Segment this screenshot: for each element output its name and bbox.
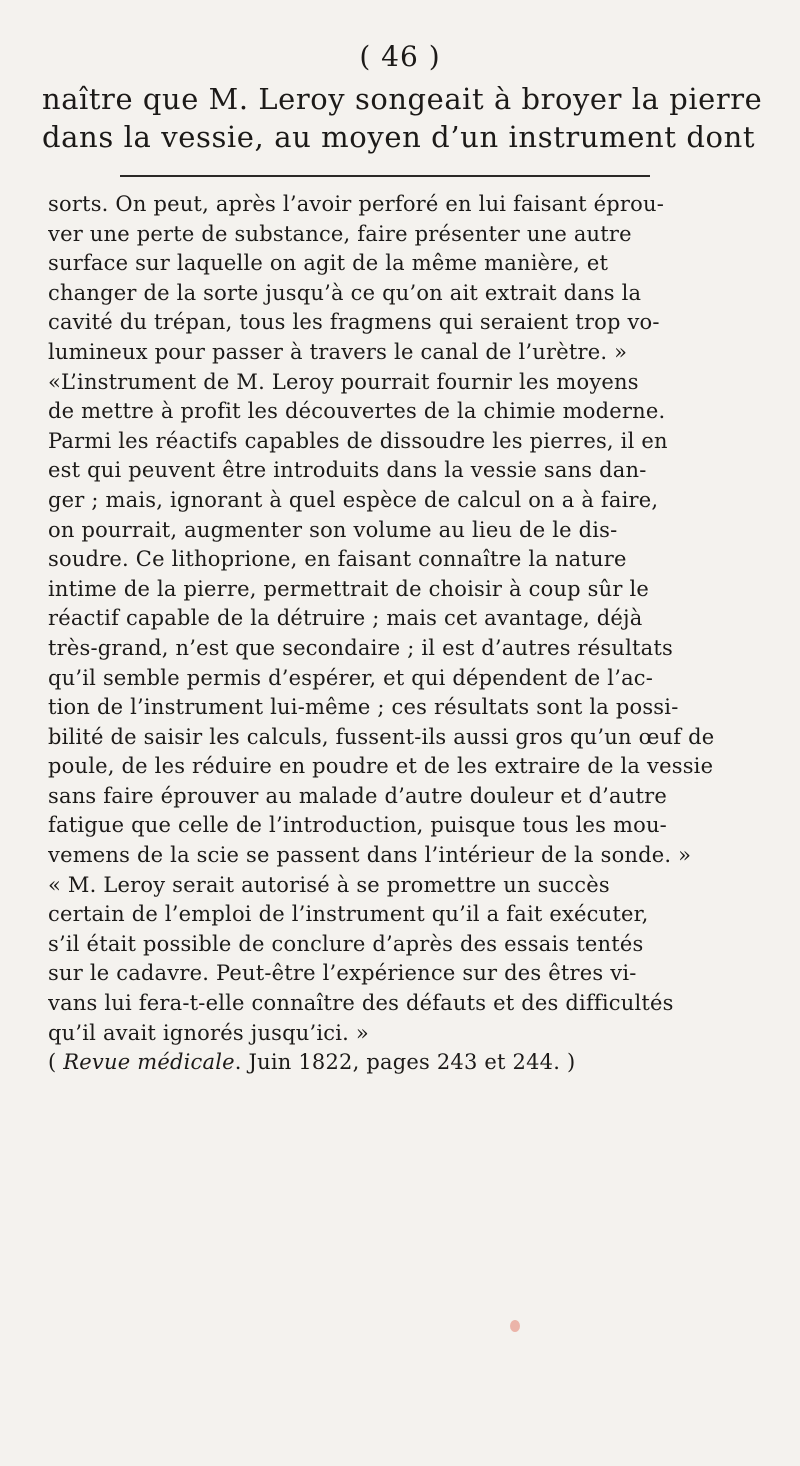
text-line: est qui peuvent être introduits dans la vessie sans dan- xyxy=(48,458,647,483)
text-line: qu’il avait ignorés jusqu’ici. » xyxy=(48,1020,369,1045)
text-line: poule, de les réduire en poudre et de les extraire de la vessie xyxy=(48,754,714,779)
quoted-text-block xyxy=(48,190,766,1078)
page-number: ( 46 ) xyxy=(359,40,441,73)
text-line: cavité du trépan, tous les fragmens qui seraient trop vo- xyxy=(48,310,660,335)
text-line: soudre. Ce lithoprione, en faisant connaître la nature xyxy=(48,547,627,572)
text-line: Parmi les réactifs capables de dissoudre les pierres, il en xyxy=(48,428,668,453)
text-line: fatigue que celle de l’introduction, puisque tous les mou- xyxy=(48,813,667,838)
text-line: ver une perte de substance, faire présenter une autre xyxy=(48,221,632,246)
text-line: bilité de saisir les calculs, fussent-ils aussi gros qu’un œuf de xyxy=(48,724,715,749)
text-line: ger ; mais, ignorant à quel espèce de calcul on a à faire, xyxy=(48,487,659,512)
text-line: naître que M. Leroy songeait à broyer la pierre xyxy=(42,82,763,116)
text-line: vans lui fera-t-elle connaître des défauts et des difficultés xyxy=(48,991,674,1016)
text-line: vemens de la scie se passent dans l’intérieur de la sonde. » xyxy=(48,843,692,868)
text-line: on pourrait, augmenter son volume au lieu de le dis- xyxy=(48,517,618,542)
text-line: « M. Leroy serait autorisé à se promettre un succès xyxy=(48,872,610,897)
text-line: certain de l’emploi de l’instrument qu’il a fait exécuter, xyxy=(48,902,649,927)
text-line: sans faire éprouver au malade d’autre douleur et d’autre xyxy=(48,783,667,808)
text-line: de mettre à profit les découvertes de la chimie moderne. xyxy=(48,399,666,424)
text-line: surface sur laquelle on agit de la même manière, et xyxy=(48,251,609,276)
text-line: réactif capable de la détruire ; mais cet avantage, déjà xyxy=(48,606,643,631)
large-text-block xyxy=(42,80,762,156)
text-line: très-grand, n’est que secondaire ; il est d’autres résultats xyxy=(48,635,673,660)
text-line: changer de la sorte jusqu’à ce qu’on ait extrait dans la xyxy=(48,280,642,305)
text-line: «L’instrument de M. Leroy pourrait fournir les moyens xyxy=(48,369,639,394)
text-line: intime de la pierre, permettrait de choisir à coup sûr le xyxy=(48,576,650,601)
citation-journal: Revue médicale xyxy=(63,1050,235,1075)
text-line: dans la vessie, au moyen d’un instrument dont xyxy=(42,120,756,154)
text-line: sur le cadavre. Peut-être l’expérience sur des êtres vi- xyxy=(48,961,637,986)
separator-rule xyxy=(120,175,650,177)
text-line: tion de l’instrument lui-même ; ces résultats sont la possi- xyxy=(48,695,679,720)
text-line: lumineux pour passer à travers le canal de l’urètre. » xyxy=(48,339,628,364)
text-line: sorts. On peut, après l’avoir perforé en lui faisant éprou- xyxy=(48,192,665,216)
text-line: qu’il semble permis d’espérer, et qui dépendent de l’ac- xyxy=(48,665,654,690)
citation-open: ( xyxy=(48,1050,57,1075)
citation-details: . Juin 1822, pages 243 et 244. ) xyxy=(234,1050,576,1075)
citation xyxy=(48,1048,766,1078)
ink-stain xyxy=(510,1320,520,1332)
text-line: s’il était possible de conclure d’après des essais tentés xyxy=(48,931,644,956)
